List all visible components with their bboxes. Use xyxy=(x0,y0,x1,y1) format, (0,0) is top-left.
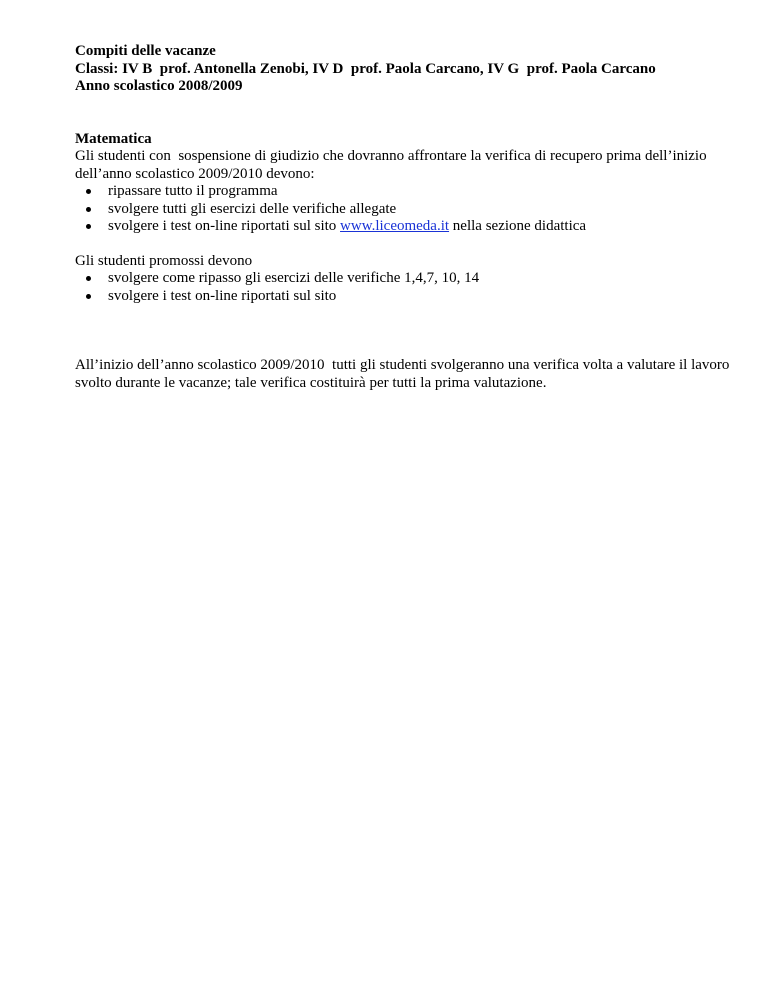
header-school-year: Anno scolastico 2008/2009 xyxy=(75,78,243,94)
list-item xyxy=(85,183,745,201)
list-item-text-before: svolgere i test on-line riportati sul sito xyxy=(108,218,341,234)
list-item-text-after: nella sezione didattica xyxy=(449,218,587,234)
promossi-list xyxy=(75,270,745,305)
document-page xyxy=(75,43,745,392)
intro-paragraph: Gli studenti con sospensione di giudizio che dovranno affrontare la verifica di recupero prima dell’inizio dell’anno scolastico 2009/2010 devono: xyxy=(75,148,711,182)
list-item xyxy=(85,201,745,219)
list-item xyxy=(85,270,745,288)
list-item xyxy=(85,218,745,236)
document-header xyxy=(75,43,745,96)
header-title: Compiti delle vacanze xyxy=(75,43,216,59)
list-item-text: ripassare tutto il programma xyxy=(108,183,278,199)
closing-paragraph: All’inizio dell’anno scolastico 2009/2010 tutti gli studenti svolgeranno una verifica volta a valutare il lavoro svolto durante le vacanze; tale verifica costituirà per tutti la prima valutazione. xyxy=(75,357,734,391)
list-item-text: svolgere i test on-line riportati sul sito xyxy=(108,287,337,304)
liceomeda-link[interactable]: www.liceomeda.it xyxy=(340,218,450,234)
promossi-intro: Gli studenti promossi devono xyxy=(75,252,253,269)
list-item xyxy=(85,288,745,306)
section-title: Matematica xyxy=(75,130,152,147)
list-item-text: svolgere tutti gli esercizi delle verifiche allegate xyxy=(108,200,397,217)
list-item-text: svolgere come ripasso gli esercizi delle verifiche 1,4,7, 10, 14 xyxy=(108,270,480,286)
sospensione-list xyxy=(75,183,745,236)
section-matematica xyxy=(75,131,745,393)
header-classes: Classi: IV B prof. Antonella Zenobi, IV D prof. Paola Carcano, IV G prof. Paola Carcano xyxy=(75,60,656,77)
